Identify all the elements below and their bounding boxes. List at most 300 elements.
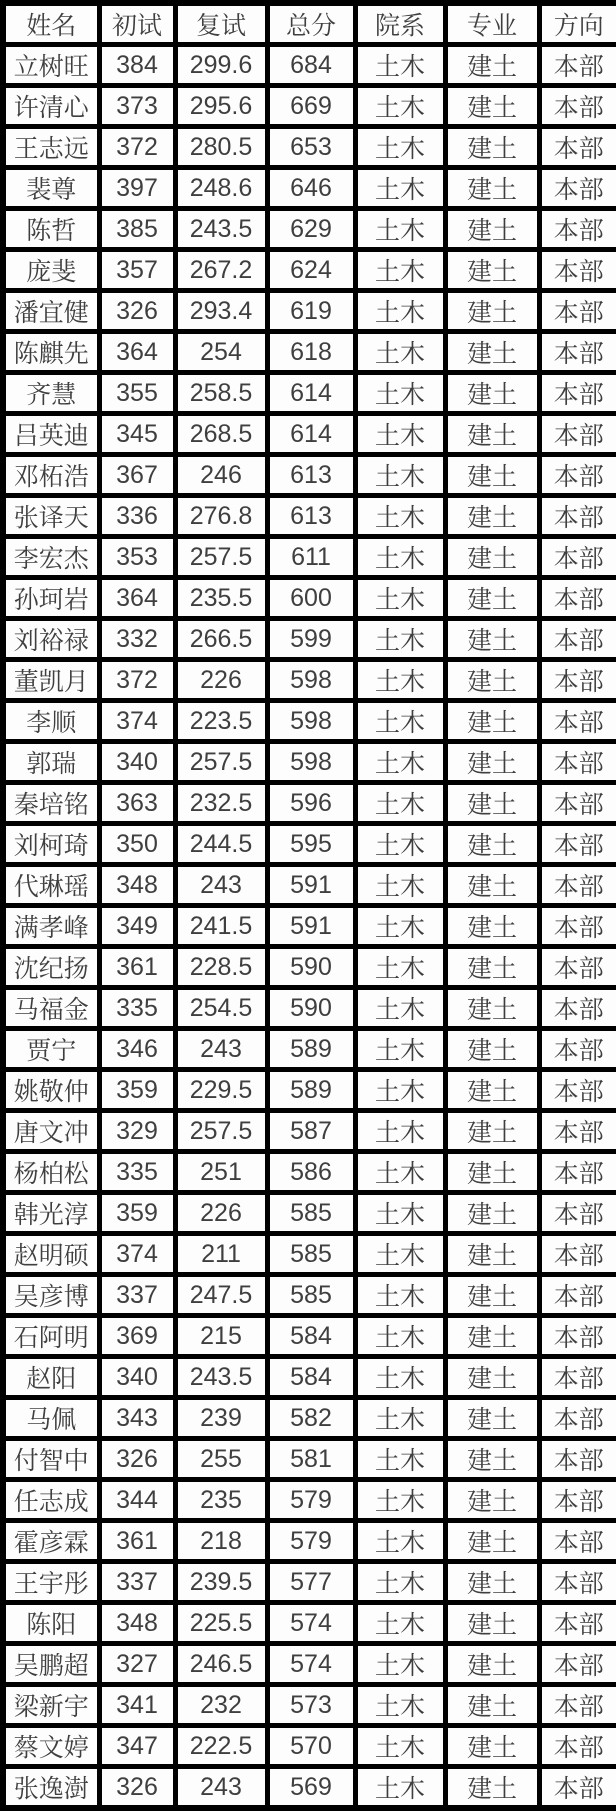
table-row [3, 742, 616, 783]
table-cell: 唐文冲 [3, 1111, 99, 1152]
table-cell: 本部 [539, 1398, 616, 1439]
table-cell: 建土 [445, 1685, 539, 1726]
table-cell: 建土 [445, 414, 539, 455]
table-cell: 577 [267, 1562, 355, 1603]
header-row [3, 3, 616, 45]
table-cell: 土木 [355, 1234, 445, 1275]
table-cell: 613 [267, 455, 355, 496]
table-cell: 石阿明 [3, 1316, 99, 1357]
table-row [3, 1603, 616, 1644]
table-row [3, 1480, 616, 1521]
table-cell: 土木 [355, 865, 445, 906]
table-cell: 建土 [445, 1070, 539, 1111]
table-cell: 建土 [445, 168, 539, 209]
table-cell: 355 [99, 373, 175, 414]
table-cell: 土木 [355, 45, 445, 86]
table-cell: 土木 [355, 414, 445, 455]
table-cell: 杨柏松 [3, 1152, 99, 1193]
table-cell: 土木 [355, 1685, 445, 1726]
table-cell: 土木 [355, 1644, 445, 1685]
table-row [3, 660, 616, 701]
table-cell: 229.5 [175, 1070, 267, 1111]
table-cell: 226 [175, 660, 267, 701]
table-cell: 建土 [445, 1726, 539, 1767]
table-cell: 591 [267, 865, 355, 906]
table-cell: 343 [99, 1398, 175, 1439]
table-cell: 582 [267, 1398, 355, 1439]
table-cell: 244.5 [175, 824, 267, 865]
table-cell: 潘宜健 [3, 291, 99, 332]
table-row [3, 1726, 616, 1767]
table-row [3, 1439, 616, 1480]
table-cell: 357 [99, 250, 175, 291]
table-cell: 349 [99, 906, 175, 947]
table-cell: 土木 [355, 1480, 445, 1521]
table-cell: 王志远 [3, 127, 99, 168]
table-cell: 土木 [355, 1398, 445, 1439]
table-row [3, 168, 616, 209]
table-cell: 本部 [539, 660, 616, 701]
table-cell: 本部 [539, 1357, 616, 1398]
table-cell: 本部 [539, 742, 616, 783]
table-cell: 陈阳 [3, 1603, 99, 1644]
table-cell: 579 [267, 1521, 355, 1562]
table-row [3, 1152, 616, 1193]
table-cell: 建土 [445, 1644, 539, 1685]
table-cell: 本部 [539, 291, 616, 332]
table-cell: 374 [99, 701, 175, 742]
table-cell: 土木 [355, 86, 445, 127]
table-cell: 建土 [445, 1480, 539, 1521]
table-cell: 本部 [539, 1152, 616, 1193]
table-cell: 沈纪扬 [3, 947, 99, 988]
table-cell: 363 [99, 783, 175, 824]
table-row [3, 1029, 616, 1070]
table-cell: 裴尊 [3, 168, 99, 209]
table-cell: 332 [99, 619, 175, 660]
table-cell: 276.8 [175, 496, 267, 537]
table-cell: 本部 [539, 414, 616, 455]
table-cell: 秦培铭 [3, 783, 99, 824]
table-cell: 建土 [445, 988, 539, 1029]
table-cell: 585 [267, 1193, 355, 1234]
table-cell: 王宇彤 [3, 1562, 99, 1603]
table-cell: 589 [267, 1070, 355, 1111]
table-cell: 建土 [445, 537, 539, 578]
table-row [3, 1767, 616, 1809]
column-header: 方向 [539, 3, 616, 45]
table-cell: 348 [99, 1603, 175, 1644]
table-cell: 364 [99, 332, 175, 373]
table-cell: 土木 [355, 1275, 445, 1316]
table-row [3, 250, 616, 291]
table-cell: 土木 [355, 209, 445, 250]
table-cell: 建土 [445, 455, 539, 496]
table-cell: 本部 [539, 865, 616, 906]
table-row [3, 1685, 616, 1726]
table-cell: 243.5 [175, 1357, 267, 1398]
table-cell: 372 [99, 660, 175, 701]
table-cell: 土木 [355, 168, 445, 209]
table-cell: 本部 [539, 988, 616, 1029]
table-cell: 建土 [445, 291, 539, 332]
table-cell: 614 [267, 373, 355, 414]
table-cell: 本部 [539, 1070, 616, 1111]
column-header: 复试 [175, 3, 267, 45]
table-cell: 本部 [539, 1767, 616, 1809]
table-cell: 任志成 [3, 1480, 99, 1521]
table-cell: 361 [99, 947, 175, 988]
table-cell: 满孝峰 [3, 906, 99, 947]
table-cell: 258.5 [175, 373, 267, 414]
table-cell: 建土 [445, 1439, 539, 1480]
table-cell: 马佩 [3, 1398, 99, 1439]
table-row [3, 1316, 616, 1357]
table-cell: 346 [99, 1029, 175, 1070]
table-header [3, 3, 616, 45]
table-cell: 建土 [445, 1521, 539, 1562]
table-cell: 建土 [445, 1398, 539, 1439]
table-cell: 574 [267, 1644, 355, 1685]
table-cell: 本部 [539, 1193, 616, 1234]
table-cell: 建土 [445, 701, 539, 742]
table-cell: 293.4 [175, 291, 267, 332]
table-row [3, 1521, 616, 1562]
table-cell: 570 [267, 1726, 355, 1767]
table-row [3, 45, 616, 86]
table-cell: 590 [267, 988, 355, 1029]
table-cell: 598 [267, 701, 355, 742]
table-cell: 梁新宇 [3, 1685, 99, 1726]
table-row [3, 1070, 616, 1111]
table-cell: 本部 [539, 1562, 616, 1603]
table-cell: 马福金 [3, 988, 99, 1029]
table-cell: 土木 [355, 578, 445, 619]
table-cell: 569 [267, 1767, 355, 1809]
table-cell: 建土 [445, 1111, 539, 1152]
table-cell: 土木 [355, 906, 445, 947]
table-cell: 600 [267, 578, 355, 619]
table-row [3, 496, 616, 537]
column-header: 专业 [445, 3, 539, 45]
table-row [3, 209, 616, 250]
table-cell: 刘裕禄 [3, 619, 99, 660]
table-cell: 299.6 [175, 45, 267, 86]
table-cell: 337 [99, 1275, 175, 1316]
table-cell: 598 [267, 742, 355, 783]
table-cell: 326 [99, 291, 175, 332]
table-cell: 土木 [355, 1439, 445, 1480]
table-cell: 618 [267, 332, 355, 373]
table-cell: 建土 [445, 1152, 539, 1193]
table-row [3, 783, 616, 824]
table-cell: 本部 [539, 906, 616, 947]
table-cell: 张译天 [3, 496, 99, 537]
table-row [3, 578, 616, 619]
table-cell: 629 [267, 209, 355, 250]
table-cell: 本部 [539, 1480, 616, 1521]
table-cell: 代琳瑶 [3, 865, 99, 906]
table-cell: 243.5 [175, 209, 267, 250]
table-cell: 347 [99, 1726, 175, 1767]
table-cell: 建土 [445, 332, 539, 373]
table-cell: 579 [267, 1480, 355, 1521]
table-cell: 本部 [539, 1234, 616, 1275]
table-cell: 本部 [539, 1316, 616, 1357]
table-cell: 本部 [539, 1726, 616, 1767]
table-cell: 239 [175, 1398, 267, 1439]
table-cell: 590 [267, 947, 355, 988]
table-row [3, 291, 616, 332]
table-cell: 本部 [539, 332, 616, 373]
table-cell: 341 [99, 1685, 175, 1726]
table-cell: 韩光淳 [3, 1193, 99, 1234]
table-cell: 646 [267, 168, 355, 209]
table-cell: 257.5 [175, 1111, 267, 1152]
table-cell: 本部 [539, 1111, 616, 1152]
table-cell: 268.5 [175, 414, 267, 455]
table-cell: 243 [175, 1767, 267, 1809]
table-cell: 611 [267, 537, 355, 578]
table-cell: 土木 [355, 1562, 445, 1603]
table-cell: 付智中 [3, 1439, 99, 1480]
table-cell: 218 [175, 1521, 267, 1562]
table-cell: 573 [267, 1685, 355, 1726]
table-cell: 223.5 [175, 701, 267, 742]
table-cell: 266.5 [175, 619, 267, 660]
table-cell: 350 [99, 824, 175, 865]
table-cell: 211 [175, 1234, 267, 1275]
table-cell: 建土 [445, 1275, 539, 1316]
table-cell: 235 [175, 1480, 267, 1521]
table-cell: 246 [175, 455, 267, 496]
table-cell: 土木 [355, 496, 445, 537]
table-cell: 353 [99, 537, 175, 578]
table-row [3, 824, 616, 865]
table-cell: 385 [99, 209, 175, 250]
table-cell: 建土 [445, 250, 539, 291]
column-header: 院系 [355, 3, 445, 45]
table-cell: 齐慧 [3, 373, 99, 414]
table-cell: 327 [99, 1644, 175, 1685]
table-cell: 337 [99, 1562, 175, 1603]
table-cell: 土木 [355, 742, 445, 783]
table-cell: 本部 [539, 209, 616, 250]
table-cell: 369 [99, 1316, 175, 1357]
table-cell: 585 [267, 1234, 355, 1275]
table-cell: 本部 [539, 1685, 616, 1726]
column-header: 总分 [267, 3, 355, 45]
table-cell: 建土 [445, 127, 539, 168]
table-row [3, 701, 616, 742]
table-row [3, 865, 616, 906]
table-cell: 土木 [355, 537, 445, 578]
table-cell: 241.5 [175, 906, 267, 947]
table-cell: 本部 [539, 947, 616, 988]
table-cell: 建土 [445, 1562, 539, 1603]
table-cell: 建土 [445, 906, 539, 947]
table-cell: 刘柯琦 [3, 824, 99, 865]
table-cell: 228.5 [175, 947, 267, 988]
table-cell: 247.5 [175, 1275, 267, 1316]
table-cell: 本部 [539, 701, 616, 742]
table-cell: 蔡文婷 [3, 1726, 99, 1767]
table-cell: 建土 [445, 1029, 539, 1070]
table-cell: 232.5 [175, 783, 267, 824]
table-cell: 684 [267, 45, 355, 86]
table-cell: 建土 [445, 783, 539, 824]
table-cell: 348 [99, 865, 175, 906]
table-cell: 贾宁 [3, 1029, 99, 1070]
table-row [3, 1193, 616, 1234]
table-cell: 土木 [355, 332, 445, 373]
table-cell: 建土 [445, 947, 539, 988]
table-cell: 李顺 [3, 701, 99, 742]
table-cell: 土木 [355, 1070, 445, 1111]
table-cell: 土木 [355, 291, 445, 332]
table-cell: 建土 [445, 865, 539, 906]
table-cell: 本部 [539, 824, 616, 865]
table-cell: 624 [267, 250, 355, 291]
table-cell: 595 [267, 824, 355, 865]
table-row [3, 947, 616, 988]
table-cell: 397 [99, 168, 175, 209]
table-cell: 254.5 [175, 988, 267, 1029]
table-cell: 614 [267, 414, 355, 455]
table-row [3, 988, 616, 1029]
table-cell: 246.5 [175, 1644, 267, 1685]
table-cell: 土木 [355, 660, 445, 701]
table-cell: 581 [267, 1439, 355, 1480]
table-cell: 土木 [355, 1767, 445, 1809]
table-cell: 本部 [539, 127, 616, 168]
table-cell: 248.6 [175, 168, 267, 209]
table-cell: 本部 [539, 86, 616, 127]
table-cell: 建土 [445, 742, 539, 783]
table-cell: 土木 [355, 1152, 445, 1193]
table-cell: 陈哲 [3, 209, 99, 250]
table-cell: 243 [175, 865, 267, 906]
table-cell: 596 [267, 783, 355, 824]
table-cell: 建土 [445, 1193, 539, 1234]
table-cell: 孙珂岩 [3, 578, 99, 619]
table-cell: 619 [267, 291, 355, 332]
table-cell: 土木 [355, 1357, 445, 1398]
table-row [3, 1111, 616, 1152]
table-cell: 土木 [355, 1316, 445, 1357]
table-cell: 霍彦霖 [3, 1521, 99, 1562]
table-cell: 土木 [355, 455, 445, 496]
table-cell: 郭瑞 [3, 742, 99, 783]
table-cell: 土木 [355, 824, 445, 865]
table-cell: 本部 [539, 373, 616, 414]
table-cell: 本部 [539, 168, 616, 209]
table-cell: 建土 [445, 373, 539, 414]
table-cell: 土木 [355, 1726, 445, 1767]
table-cell: 建土 [445, 86, 539, 127]
table-cell: 226 [175, 1193, 267, 1234]
table-cell: 335 [99, 1152, 175, 1193]
table-cell: 土木 [355, 619, 445, 660]
table-cell: 本部 [539, 1644, 616, 1685]
table-cell: 591 [267, 906, 355, 947]
table-cell: 598 [267, 660, 355, 701]
table-cell: 本部 [539, 455, 616, 496]
table-cell: 267.2 [175, 250, 267, 291]
table-cell: 280.5 [175, 127, 267, 168]
table-cell: 本部 [539, 537, 616, 578]
table-cell: 336 [99, 496, 175, 537]
table-cell: 364 [99, 578, 175, 619]
table-cell: 340 [99, 742, 175, 783]
table-cell: 土木 [355, 1521, 445, 1562]
table-cell: 本部 [539, 496, 616, 537]
table-cell: 326 [99, 1439, 175, 1480]
table-cell: 599 [267, 619, 355, 660]
table-cell: 232 [175, 1685, 267, 1726]
table-cell: 574 [267, 1603, 355, 1644]
table-cell: 295.6 [175, 86, 267, 127]
table-cell: 372 [99, 127, 175, 168]
table-cell: 586 [267, 1152, 355, 1193]
table-cell: 土木 [355, 947, 445, 988]
table-cell: 本部 [539, 619, 616, 660]
table-cell: 建土 [445, 1357, 539, 1398]
table-cell: 赵阳 [3, 1357, 99, 1398]
table-cell: 本部 [539, 578, 616, 619]
table-cell: 邓柘浩 [3, 455, 99, 496]
table-cell: 359 [99, 1070, 175, 1111]
table-cell: 土木 [355, 1111, 445, 1152]
table-row [3, 1562, 616, 1603]
table-row [3, 619, 616, 660]
table-row [3, 1644, 616, 1685]
table-cell: 陈麒先 [3, 332, 99, 373]
table-cell: 361 [99, 1521, 175, 1562]
table-cell: 359 [99, 1193, 175, 1234]
table-row [3, 373, 616, 414]
table-cell: 584 [267, 1357, 355, 1398]
table-row [3, 86, 616, 127]
table-row [3, 1275, 616, 1316]
column-header: 姓名 [3, 3, 99, 45]
table-cell: 251 [175, 1152, 267, 1193]
table-cell: 建土 [445, 209, 539, 250]
table-cell: 董凯月 [3, 660, 99, 701]
table-cell: 344 [99, 1480, 175, 1521]
table-cell: 吴鹏超 [3, 1644, 99, 1685]
table-cell: 585 [267, 1275, 355, 1316]
table-cell: 建土 [445, 1316, 539, 1357]
table-cell: 本部 [539, 783, 616, 824]
table-cell: 庞斐 [3, 250, 99, 291]
table-cell: 姚敬仲 [3, 1070, 99, 1111]
table-cell: 建土 [445, 45, 539, 86]
table-row [3, 127, 616, 168]
table-cell: 本部 [539, 1521, 616, 1562]
table-cell: 235.5 [175, 578, 267, 619]
table-cell: 土木 [355, 988, 445, 1029]
table-cell: 257.5 [175, 537, 267, 578]
table-cell: 340 [99, 1357, 175, 1398]
table-cell: 225.5 [175, 1603, 267, 1644]
table-cell: 吕英迪 [3, 414, 99, 455]
table-cell: 613 [267, 496, 355, 537]
table-row [3, 537, 616, 578]
table-cell: 土木 [355, 701, 445, 742]
table-row [3, 332, 616, 373]
table-cell: 许清心 [3, 86, 99, 127]
